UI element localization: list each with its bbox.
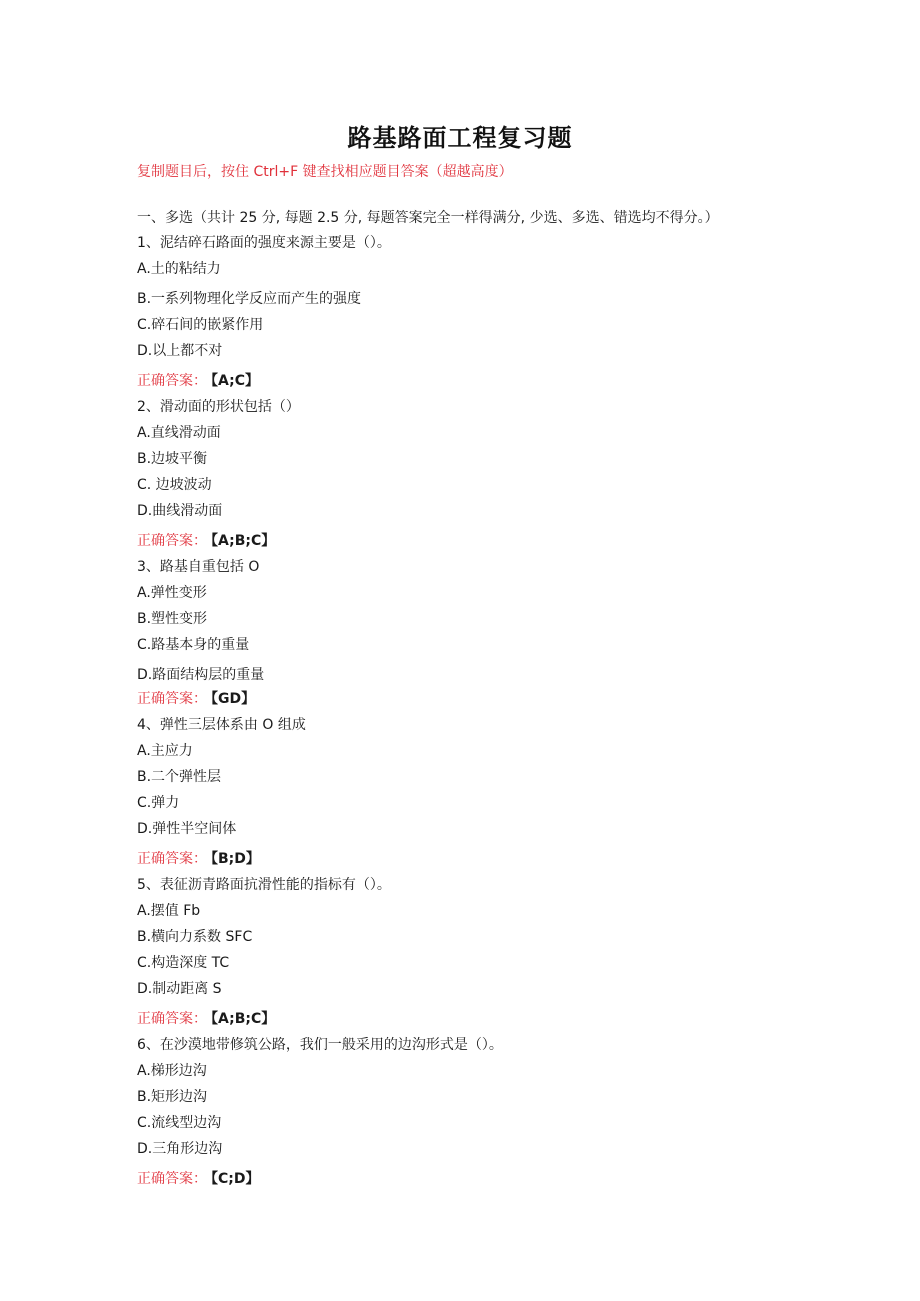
question-item xyxy=(137,394,837,554)
answer-label: 正确答案： xyxy=(137,851,207,867)
answer-value: 【B;D】 xyxy=(211,851,260,867)
question-stem: 3、路基自重包括 O xyxy=(137,559,260,575)
question-option: A.主应力 xyxy=(137,743,193,759)
answer-value: 【GD】 xyxy=(211,691,256,707)
question-list xyxy=(137,230,837,1192)
answer-label: 正确答案： xyxy=(137,691,207,707)
question-stem: 5、表征沥青路面抗滑性能的指标有（）。 xyxy=(137,877,391,893)
question-item xyxy=(137,230,837,394)
question-option: B.边坡平衡 xyxy=(137,451,208,467)
question-option: A.摆值 Fb xyxy=(137,903,201,919)
question-option: D.制动距离 S xyxy=(137,981,222,997)
question-option: C.流线型边沟 xyxy=(137,1115,222,1131)
document-title: 路基路面工程复习题 xyxy=(347,124,573,152)
answer-label: 正确答案： xyxy=(137,533,207,549)
correct-answer-row xyxy=(137,528,837,554)
question-option: B.横向力系数 SFC xyxy=(137,929,253,945)
question-option: C.弹力 xyxy=(137,795,180,811)
question-stem: 2、滑动面的形状包括（） xyxy=(137,399,300,415)
answer-value: 【A;B;C】 xyxy=(211,533,276,549)
answer-label: 正确答案： xyxy=(137,1171,207,1187)
question-option: D.以上都不对 xyxy=(137,343,223,359)
correct-answer-row xyxy=(137,1006,837,1032)
question-option: C.路基本身的重量 xyxy=(137,637,250,653)
question-option: D.路面结构层的重量 xyxy=(137,667,265,683)
question-option: C.碎石间的嵌紧作用 xyxy=(137,317,264,333)
answer-label: 正确答案： xyxy=(137,1011,207,1027)
correct-answer-row xyxy=(137,686,837,712)
search-tip-notice: 复制题目后，按住 Ctrl+F 键查找相应题目答案（超越高度） xyxy=(137,164,513,180)
question-item xyxy=(137,1032,837,1192)
question-option: A.梯形边沟 xyxy=(137,1063,207,1079)
answer-label: 正确答案： xyxy=(137,373,207,389)
question-option: A.弹性变形 xyxy=(137,585,207,601)
question-option: C.构造深度 TC xyxy=(137,955,230,971)
correct-answer-row xyxy=(137,368,837,394)
question-option: A.土的粘结力 xyxy=(137,261,221,277)
question-option: B.塑性变形 xyxy=(137,611,208,627)
question-option: B.一系列物理化学反应而产生的强度 xyxy=(137,291,362,307)
question-option: C. 边坡波动 xyxy=(137,477,212,493)
question-option: B.二个弹性层 xyxy=(137,769,222,785)
question-item xyxy=(137,554,837,712)
question-option: D.曲线滑动面 xyxy=(137,503,223,519)
question-stem: 6、在沙漠地带修筑公路，我们一般采用的边沟形式是（）。 xyxy=(137,1037,503,1053)
question-item xyxy=(137,712,837,872)
question-option: B.矩形边沟 xyxy=(137,1089,208,1105)
answer-value: 【C;D】 xyxy=(211,1171,260,1187)
answer-value: 【A;C】 xyxy=(211,373,259,389)
question-stem: 4、弹性三层体系由 O 组成 xyxy=(137,717,306,733)
question-item xyxy=(137,872,837,1032)
correct-answer-row xyxy=(137,1166,837,1192)
question-option: D.弹性半空间体 xyxy=(137,821,237,837)
correct-answer-row xyxy=(137,846,837,872)
section-heading: 一、多选（共计 25 分, 每题 2.5 分, 每题答案完全一样得满分, 少选、多选、错选均不得分。） xyxy=(137,210,719,226)
question-option: D.三角形边沟 xyxy=(137,1141,223,1157)
question-option: A.直线滑动面 xyxy=(137,425,221,441)
answer-value: 【A;B;C】 xyxy=(211,1011,276,1027)
question-stem: 1、泥结碎石路面的强度来源主要是（）。 xyxy=(137,235,391,251)
